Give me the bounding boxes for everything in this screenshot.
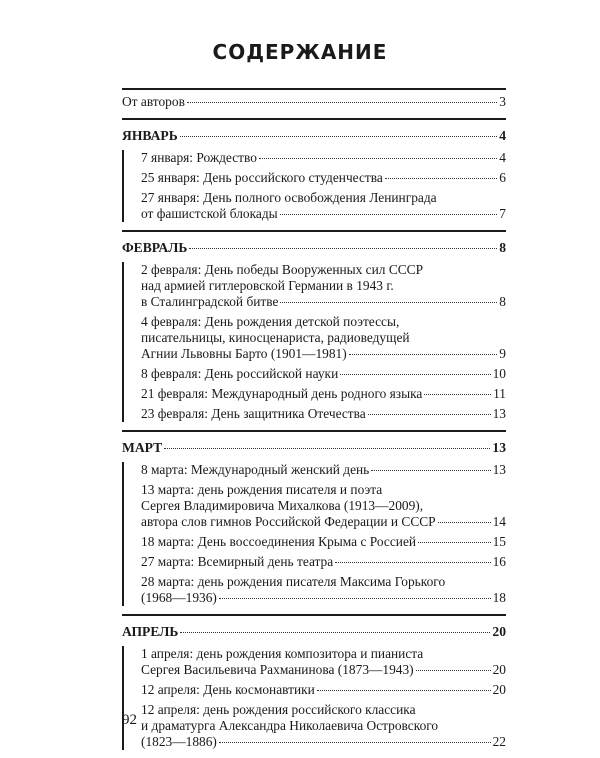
toc-entry [141,702,506,750]
toc-entry [141,682,506,698]
toc-intro-page: 3 [499,94,506,109]
dot-leader [280,302,497,303]
toc-entry-page: 15 [492,534,506,549]
section-rule [122,614,506,616]
top-rule [122,88,506,90]
toc-entry-line: в Сталинградской битве [141,294,279,309]
toc-entry-line: над армией гитлеровской Германии в 1943 г. [141,278,394,293]
toc-entry-page: 10 [492,366,506,381]
toc-month-page: 8 [499,240,506,255]
toc-entry-line: 8 февраля: День российской науки [141,366,339,381]
dot-leader [438,522,491,523]
dot-leader [418,542,491,543]
toc-entry-line: 8 марта: Международный женский день [141,462,370,477]
dot-leader [340,374,490,375]
toc-entry-line: писательницы, киносценариста, радиоведущей [141,330,410,345]
toc-entry-page: 6 [499,170,506,185]
toc-entry [141,574,506,606]
toc-entry-page: 13 [492,462,506,477]
page-number: 92 [122,712,137,728]
toc-month-entries [122,462,506,606]
toc-entry-line: 12 апреля: день рождения российского классика [141,702,416,717]
dot-leader [335,562,490,563]
section-rule [122,430,506,432]
toc-month-entries [122,262,506,422]
toc-month [122,128,506,144]
toc-entry-page: 16 [492,554,506,569]
toc-entry-page: 11 [493,386,506,401]
dot-leader [164,448,490,449]
dot-leader [259,158,497,159]
toc-entry-line: 13 марта: день рождения писателя и поэта [141,482,383,497]
toc-entry-line: 27 марта: Всемирный день театра [141,554,334,569]
toc-month [122,440,506,456]
table-of-contents [122,88,506,758]
toc-entry-line: 23 февраля: День защитника Отечества [141,406,366,421]
toc-entry-line: Сергея Васильевича Рахманинова (1873—1943) [141,662,414,677]
toc-entry-page: 22 [492,734,506,749]
toc-entry [141,554,506,570]
section-rule [122,230,506,232]
toc-entry-line: (1968—1936) [141,590,217,605]
dot-leader [371,470,490,471]
toc-entry-page: 7 [499,206,506,221]
toc-entry [141,170,506,186]
toc-entry-line: Агнии Львовны Барто (1901—1981) [141,346,347,361]
toc-month-page: 13 [492,440,506,455]
toc-entry [141,314,506,362]
toc-month [122,624,506,640]
toc-entry-page: 14 [492,514,506,529]
dot-leader [416,670,491,671]
toc-entry-page: 4 [499,150,506,165]
toc-month-label: АПРЕЛЬ [122,624,179,639]
toc-entry [141,386,506,402]
toc-entry-line: 25 января: День российского студенчества [141,170,383,185]
toc-entry-line: Сергея Владимировича Михалкова (1913—2009), [141,498,424,513]
section-rule [122,118,506,120]
dot-leader [187,102,497,103]
toc-month-label: ФЕВРАЛЬ [122,240,188,255]
toc-month [122,240,506,256]
toc-entry-line: 7 января: Рождество [141,150,257,165]
toc-month-label: ЯНВАРЬ [122,128,178,143]
toc-entry-page: 13 [492,406,506,421]
dot-leader [280,214,498,215]
toc-entry-line: от фашистской блокады [141,206,278,221]
toc-entry-page: 20 [492,662,506,677]
toc-entry-line: 12 апреля: День космонавтики [141,682,315,697]
dot-leader [424,394,491,395]
dot-leader [349,354,498,355]
toc-entry [141,482,506,530]
toc-entry-page: 9 [499,346,506,361]
dot-leader [180,136,497,137]
toc-entry [141,190,506,222]
toc-entry [141,534,506,550]
dot-leader [219,742,491,743]
toc-intro [122,94,506,110]
toc-month-entries [122,150,506,222]
toc-entry-page: 20 [492,682,506,697]
toc-entry [141,150,506,166]
toc-entry [141,262,506,310]
toc-entry-line: 18 марта: День воссоединения Крыма с Россией [141,534,417,549]
toc-entry-line: (1823—1886) [141,734,217,749]
toc-entry [141,366,506,382]
toc-entry-line: 28 марта: день рождения писателя Максима Горького [141,574,446,589]
toc-entry [141,462,506,478]
toc-entry-line: 4 февраля: День рождения детской поэтессы, [141,314,400,329]
toc-entry-page: 8 [499,294,506,309]
toc-entry-line: 21 февраля: Международный день родного языка [141,386,423,401]
toc-entry-line: автора слов гимнов Российской Федерации и СССР [141,514,436,529]
page-title: СОДЕРЖАНИЕ [212,40,388,64]
dot-leader [317,690,491,691]
toc-entry-line: 2 февраля: День победы Вооруженных сил СССР [141,262,424,277]
dot-leader [180,632,490,633]
dot-leader [189,248,497,249]
toc-entry [141,406,506,422]
toc-entry [141,646,506,678]
toc-month-label: МАРТ [122,440,163,455]
toc-month-page: 20 [492,624,506,639]
dot-leader [219,598,491,599]
toc-entry-page: 18 [492,590,506,605]
toc-entry-line: и драматурга Александра Николаевича Островского [141,718,439,733]
toc-intro-label: От авторов [122,94,185,109]
dot-leader [385,178,497,179]
toc-month-entries [122,646,506,750]
toc-entry-line: 27 января: День полного освобождения Ленинграда [141,190,437,205]
dot-leader [368,414,491,415]
toc-entry-line: 1 апреля: день рождения композитора и пианиста [141,646,424,661]
toc-month-page: 4 [499,128,506,143]
